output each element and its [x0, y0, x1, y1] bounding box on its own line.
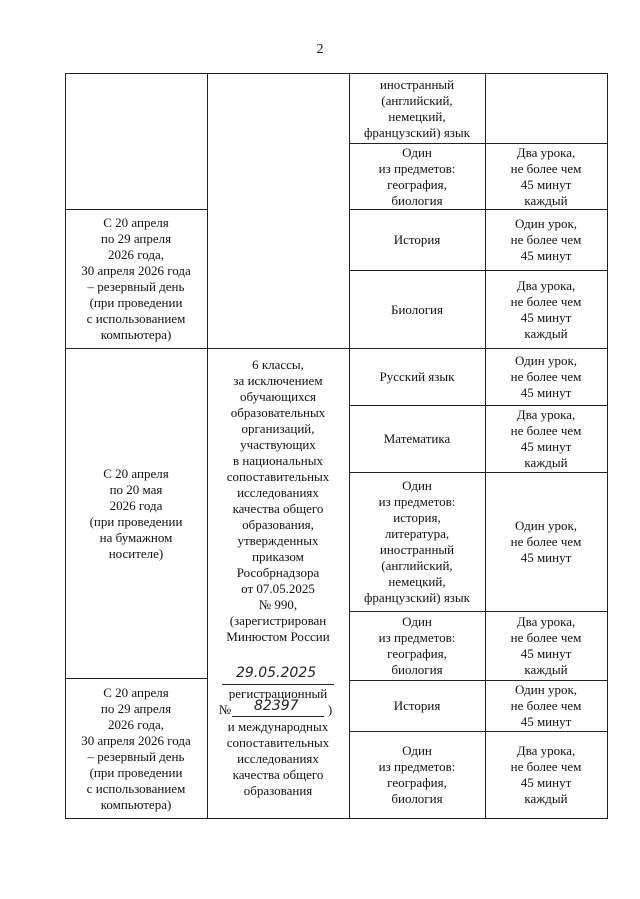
duration-cell: Один урок, не более чем 45 минут — [510, 353, 582, 400]
subject-cell: иностранный (английский, немецкий, французский) язык — [364, 76, 470, 140]
subject-cell: История — [393, 698, 441, 713]
dates-cell: С 20 апреля по 20 мая 2026 года (при проведении на бумажном носителе) — [89, 465, 183, 561]
subject-cell: История — [393, 232, 441, 247]
table-border-bottom — [65, 818, 608, 819]
duration-cell: Один урок, не более чем 45 минут — [510, 682, 582, 729]
number-underline — [232, 716, 324, 717]
duration-cell: Два урока, не более чем 45 минут каждый — [510, 277, 582, 341]
duration-cell: Один урок, не более чем 45 минут — [510, 216, 582, 263]
dates-cell: С 20 апреля по 29 апреля 2026 года, 30 апреля 2026 года – резервный день (при проведении с использованием компьютера) — [81, 684, 191, 812]
duration-cell: Два урока, не более чем 45 минут каждый — [510, 743, 582, 806]
registration-label: регистрационный — [228, 686, 328, 701]
table-border-right — [607, 73, 608, 819]
subject-cell: Один из предметов: география, биология — [378, 144, 456, 208]
subject-cell: Биология — [390, 301, 443, 317]
registration-number-prefix: № — [218, 702, 232, 717]
page-number: 2 — [316, 42, 324, 57]
registration-number-suffix: ) — [327, 702, 333, 717]
subject-cell: Один из предметов: география, биология — [378, 743, 456, 806]
subject-cell: Русский язык — [379, 369, 455, 384]
subject-cell: Математика — [383, 431, 451, 446]
classes-description: 6 классы, за исключением обучающихся образовательных организаций, участвующих в национальных сопоставительных исследованиях качества общего образования, утвержденных приказом Рособрнадзора от 07.05.2025 № 990, (зарегистрирован Минюстом России — [226, 357, 330, 644]
duration-cell: Один урок, не более чем 45 минут — [510, 518, 582, 565]
duration-cell: Два урока, не более чем 45 минут каждый — [510, 614, 582, 677]
duration-cell: Два урока, не более чем 45 минут каждый — [510, 407, 582, 470]
classes-description-continued: и международных сопоставительных исследованиях качества общего образования — [226, 719, 330, 798]
subject-cell: Один из предметов: история, литература, иностранный (английский, немецкий, французский) язык — [364, 478, 470, 605]
handwritten-registration-number: 82397 — [254, 698, 299, 714]
handwritten-registration-date: 29.05.2025 — [236, 665, 317, 681]
subject-cell: Один из предметов: география, биология — [378, 614, 456, 677]
dates-cell: С 20 апреля по 29 апреля 2026 года, 30 апреля 2026 года – резервный день (при проведении с использованием компьютера) — [81, 215, 191, 342]
duration-cell: Два урока, не более чем 45 минут каждый — [510, 144, 582, 208]
table-border-top — [65, 73, 608, 74]
